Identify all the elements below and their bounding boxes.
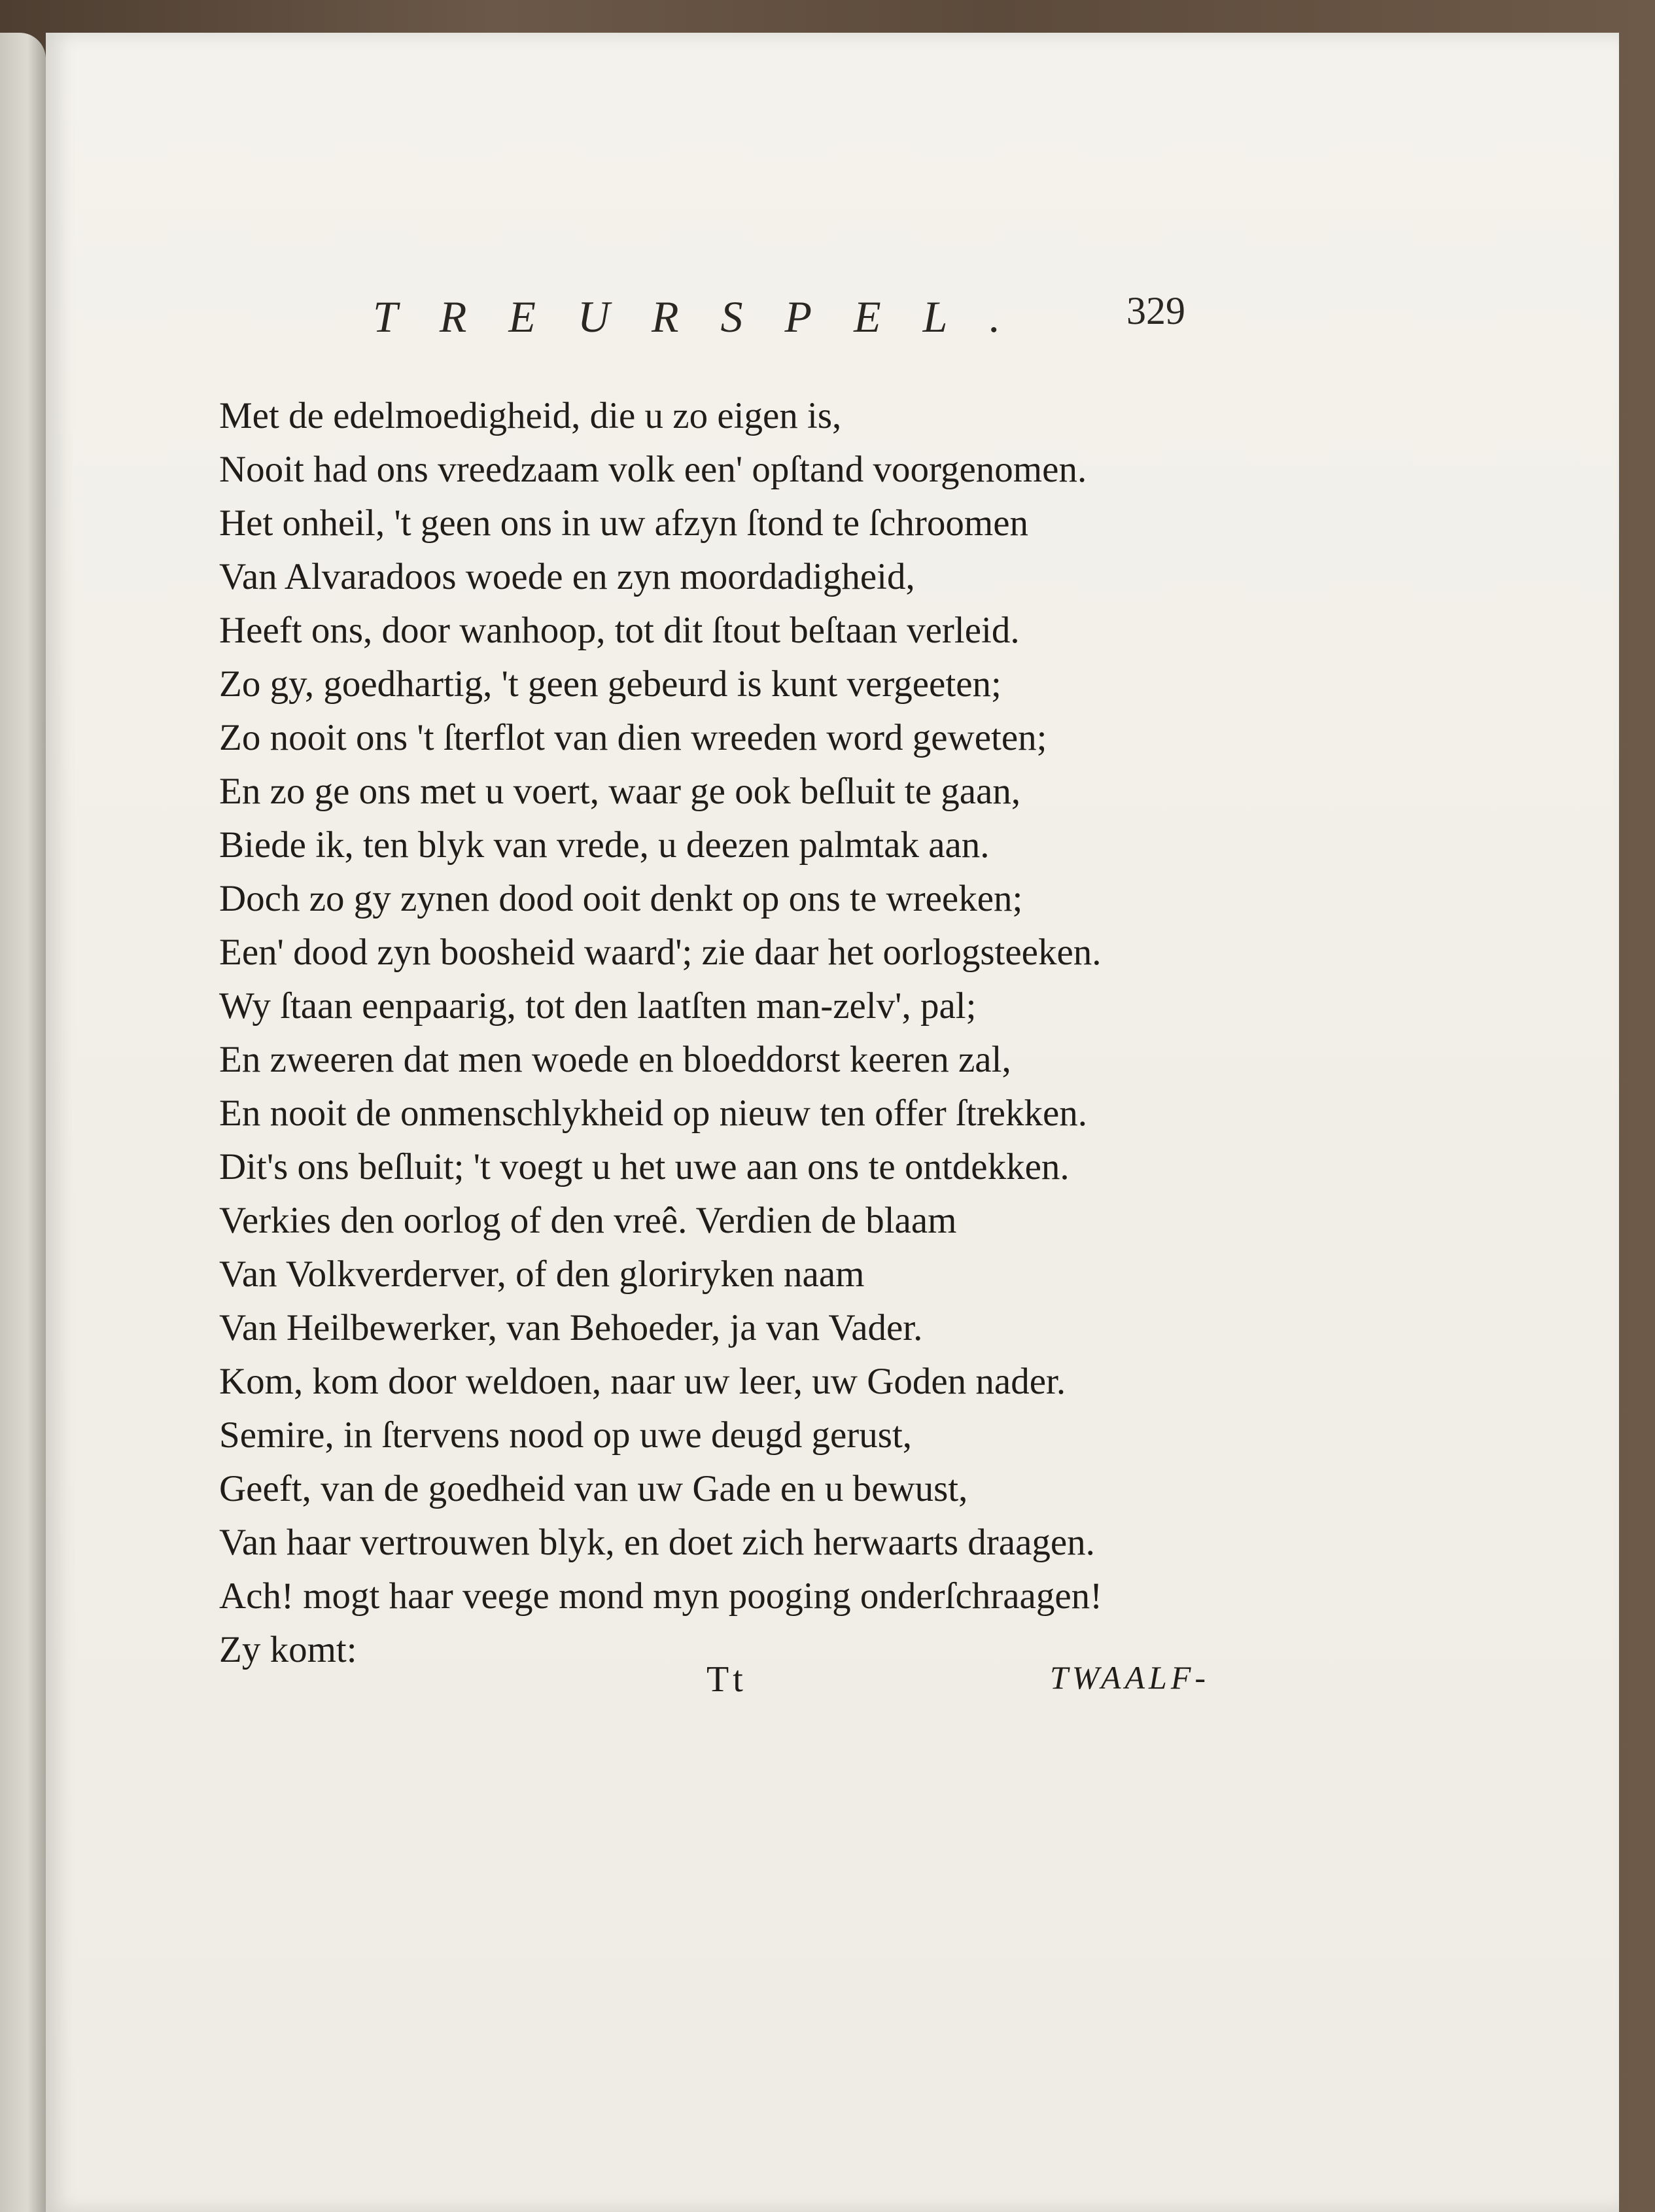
verse-line: En nooit de onmenschlykheid op nieuw ten offer ſtrekken. [219, 1093, 1088, 1134]
verse-line: Van Heilbewerker, van Behoeder, ja van Vader. [219, 1307, 923, 1348]
verse-line: Ach! mogt haar veege mond myn pooging onderſchraagen! [219, 1575, 1103, 1617]
verse-line: Wy ſtaan eenpaarig, tot den laatſten man-zelv', pal; [219, 985, 977, 1027]
page-number: 329 [1126, 289, 1185, 332]
verse-line: Een' dood zyn boosheid waard'; zie daar het oorlogsteeken. [219, 932, 1102, 973]
verse-line: Met de edelmoedigheid, die u zo eigen is, [219, 395, 842, 436]
verse-line: Zo nooit ons 't ſterflot van dien wreeden word geweten; [219, 717, 1047, 758]
verse-line: Doch zo gy zynen dood ooit denkt op ons te wreeken; [219, 878, 1023, 919]
verse-line: Dit's ons beſluit; 't voegt u het uwe aan ons te ontdekken. [219, 1146, 1070, 1187]
verse-line: Zo gy, goedhartig, 't geen gebeurd is kunt vergeeten; [219, 663, 1002, 705]
verse-line: Van haar vertrouwen blyk, en doet zich herwaarts draagen. [219, 1522, 1095, 1563]
page-footer [46, 1659, 1619, 1711]
verse-line: Verkies den oorlog of den vreê. Verdien de blaam [219, 1200, 957, 1241]
verse-line: Het onheil, 't geen ons in uw afzyn ſtond te ſchroomen [219, 502, 1029, 544]
verse-block [219, 389, 1344, 1685]
left-page-edge [0, 33, 46, 2212]
verse-line: Van Volkverderver, of den gloriryken naam [219, 1254, 865, 1295]
running-title: TREURSPEL. [373, 292, 1043, 342]
verse-line: Semire, in ſtervens nood op uwe deugd gerust, [219, 1414, 913, 1456]
page-header [46, 291, 1619, 343]
verse-line: Geeft, van de goedheid van uw Gade en u bewust, [219, 1468, 968, 1509]
verse-line: Zy komt: [219, 1629, 357, 1670]
verse-line: En zo ge ons met u voert, waar ge ook beſluit te gaan, [219, 771, 1021, 812]
verse-line: En zweeren dat men woede en bloeddorst keeren zal, [219, 1039, 1011, 1080]
book-page [46, 33, 1619, 2212]
verse-line: Heeft ons, door wanhoop, tot dit ſtout beſtaan verleid. [219, 610, 1020, 651]
verse-line: Van Alvaradoos woede en zyn moordadigheid, [219, 556, 915, 597]
signature-mark: Tt [706, 1659, 747, 1700]
verse-line: Kom, kom door weldoen, naar uw leer, uw Goden nader. [219, 1361, 1066, 1402]
catchword: TWAALF- [1050, 1659, 1210, 1696]
verse-line: Nooit had ons vreedzaam volk een' opſtand voorgenomen. [219, 449, 1087, 490]
verse-line: Biede ik, ten blyk van vrede, u deezen palmtak aan. [219, 824, 990, 866]
